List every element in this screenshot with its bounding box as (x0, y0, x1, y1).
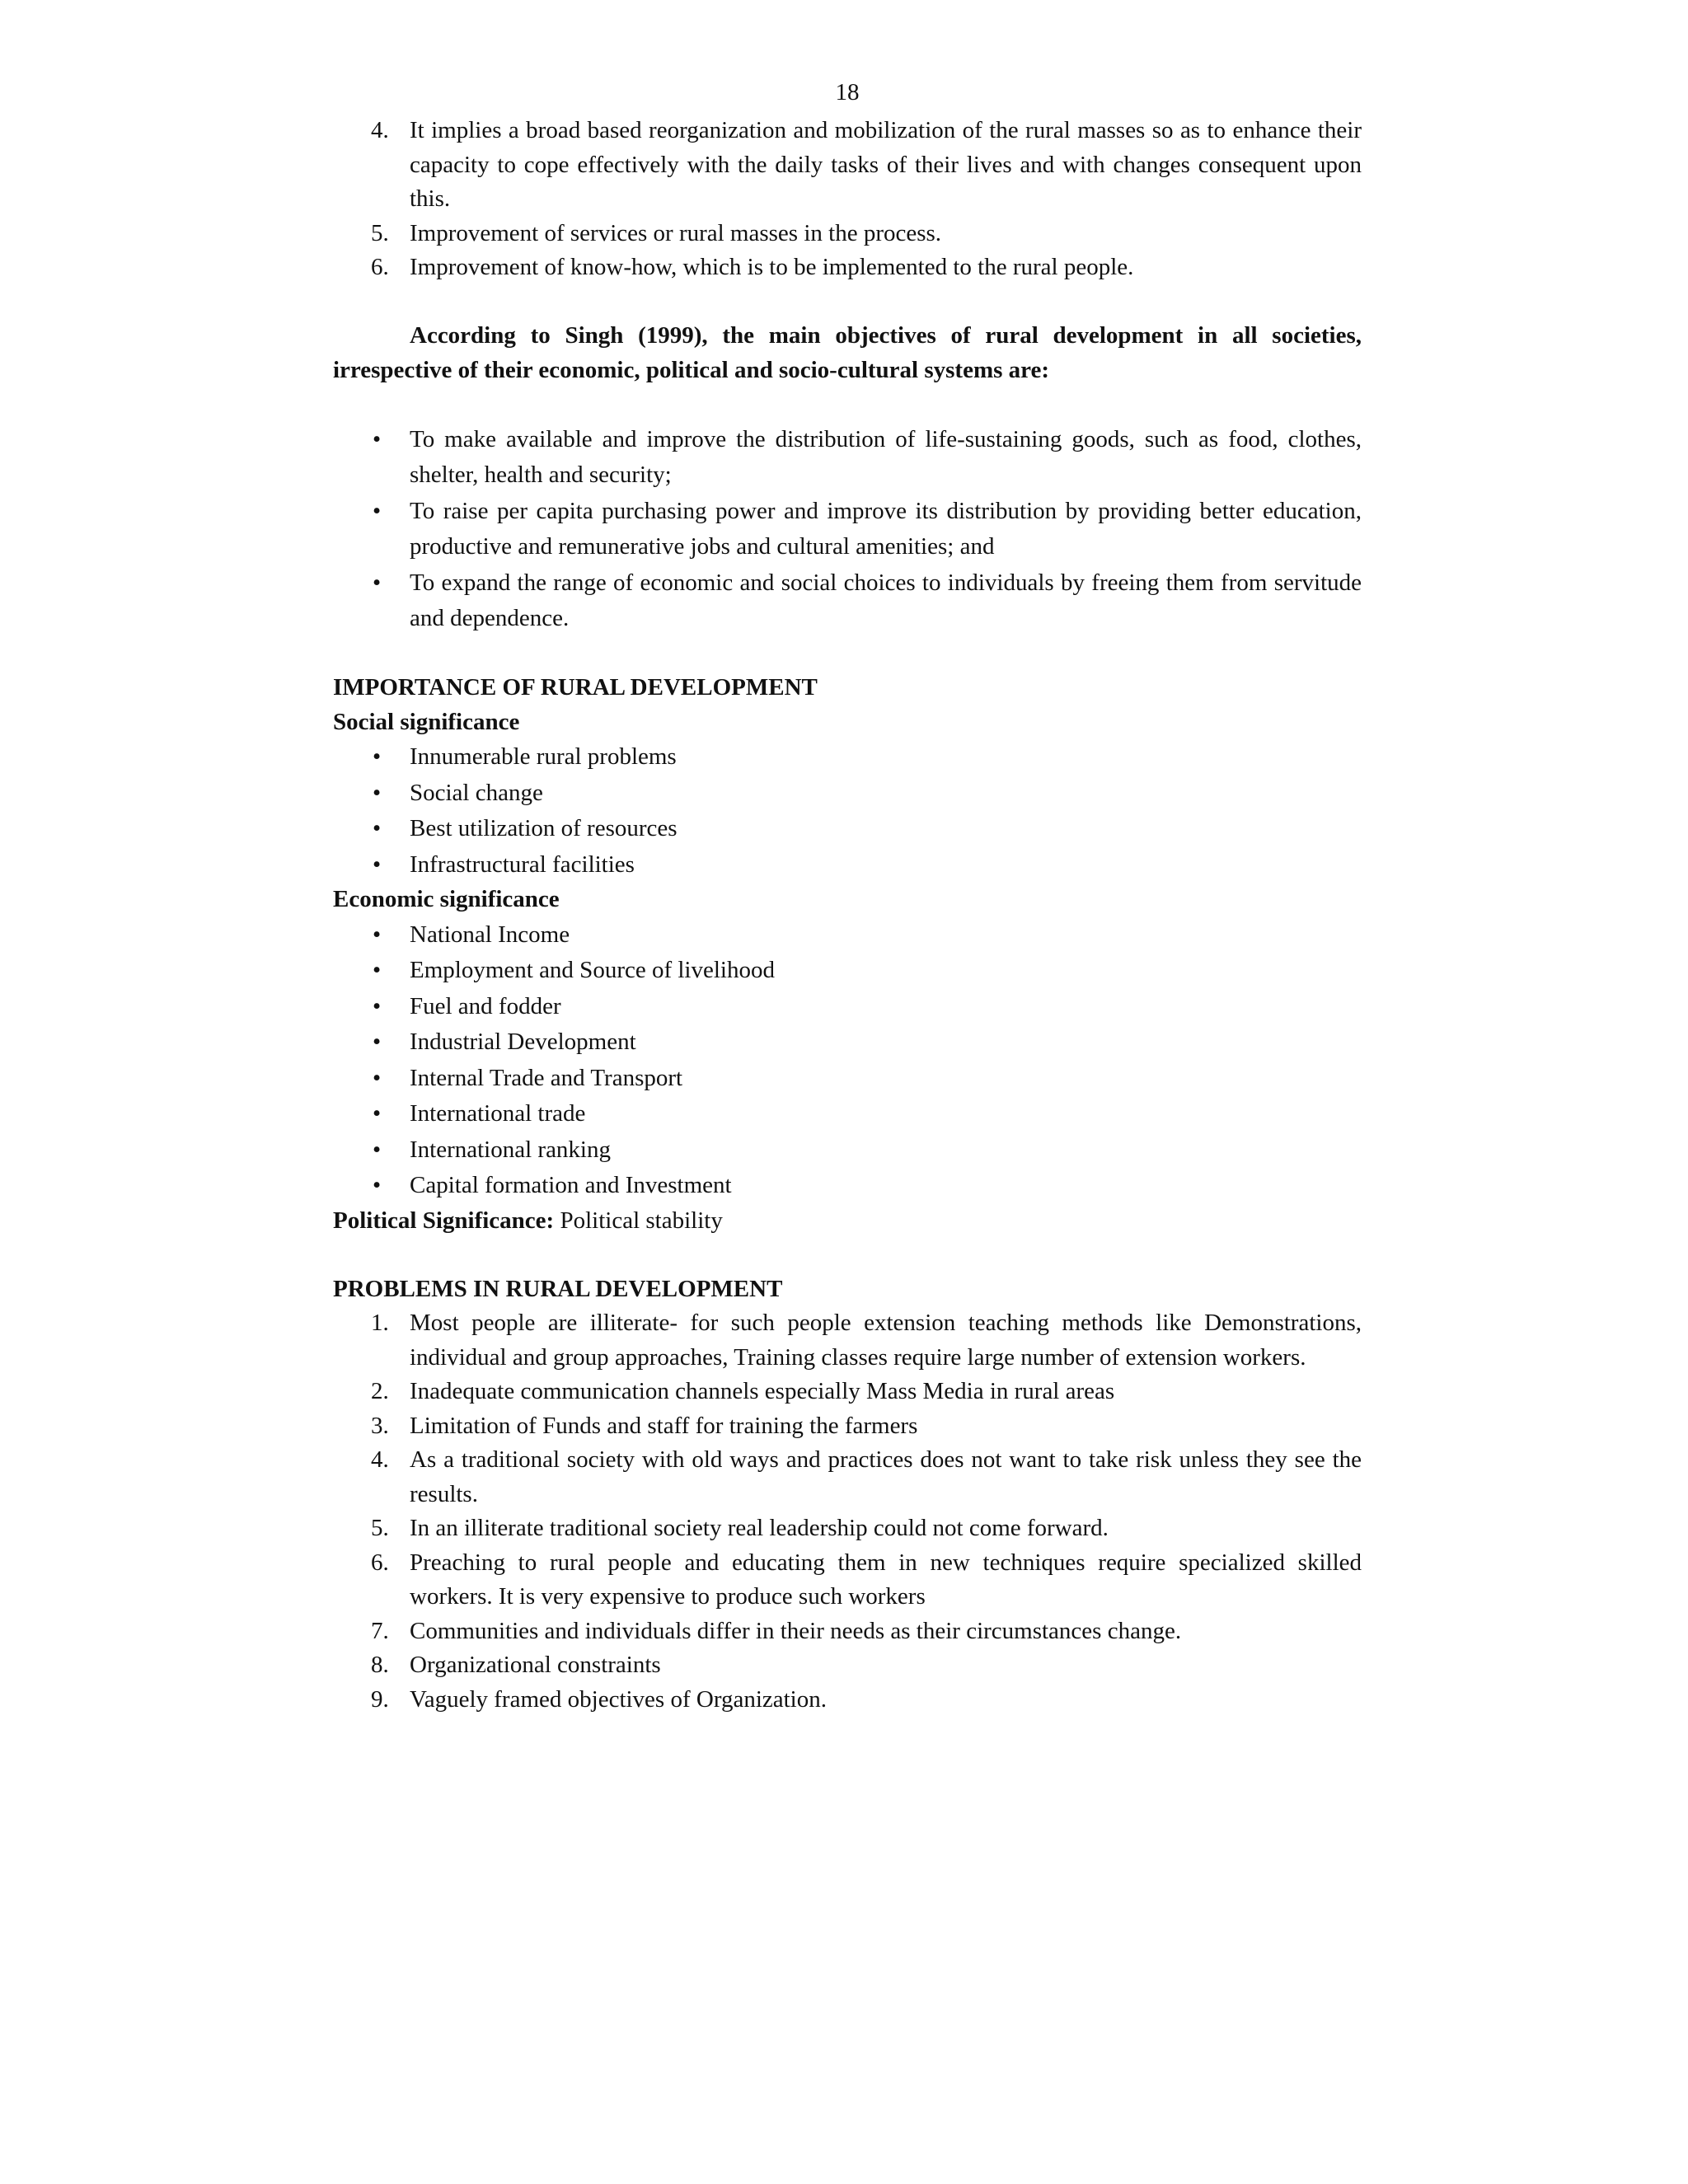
list-item-text: Vaguely framed objectives of Organization. (410, 1685, 827, 1713)
political-significance-label: Political Significance: (333, 1207, 555, 1234)
list-item-text: As a traditional society with old ways and practices does not want to take risk unless they see the results. (410, 1446, 1362, 1507)
list-item-text: To make available and improve the distribution of life-sustaining goods, such as food, clothes, shelter, health and security; (410, 425, 1362, 488)
list-item-text: Improvement of services or rural masses in the process. (410, 219, 942, 246)
list-number: 4. (371, 117, 389, 143)
bullet-icon: • (373, 815, 382, 841)
bullet-icon: • (373, 497, 382, 524)
list-item-text: Most people are illiterate- for such people extension teaching methods like Demonstrations, individual and group approaches, Training classes require large number of extension workers. (410, 1310, 1362, 1371)
social-significance-list (333, 739, 1362, 883)
political-significance (333, 1204, 1362, 1239)
list-item-text: Internal Trade and Transport (410, 1064, 683, 1091)
list-number: 6. (371, 1549, 389, 1576)
list-item (333, 1096, 1362, 1132)
bullet-icon: • (373, 1100, 382, 1127)
list-item (333, 776, 1362, 812)
bullet-icon: • (373, 425, 382, 452)
list-number: 6. (371, 254, 389, 280)
list-item (333, 1615, 1362, 1649)
list-item-text: Limitation of Funds and staff for training the farmers (410, 1412, 918, 1439)
bullet-icon: • (373, 992, 382, 1019)
list-item (333, 1375, 1362, 1409)
bullet-icon: • (373, 851, 382, 878)
bullet-icon: • (373, 743, 382, 770)
list-item (333, 114, 1362, 217)
list-number: 4. (371, 1446, 389, 1473)
list-item (333, 251, 1362, 285)
list-number: 2. (371, 1378, 389, 1404)
list-item (333, 1409, 1362, 1444)
bullet-icon: • (373, 779, 382, 806)
list-item (333, 217, 1362, 251)
list-item-text: To expand the range of economic and social choices to individuals by freeing them from servitude and dependence. (410, 569, 1362, 631)
list-item (333, 1168, 1362, 1204)
list-item-text: Industrial Development (410, 1029, 636, 1055)
spacer (333, 387, 1362, 422)
list-item (333, 917, 1362, 954)
list-item-text: Employment and Source of livelihood (410, 957, 775, 983)
bullet-icon: • (373, 921, 382, 948)
list-item (333, 1511, 1362, 1546)
list-number: 8. (371, 1652, 389, 1678)
list-number: 5. (371, 1515, 389, 1541)
list-number: 9. (371, 1685, 389, 1713)
list-number: 5. (371, 219, 389, 246)
social-significance-title: Social significance (333, 708, 520, 735)
list-item (333, 1306, 1362, 1375)
list-item (333, 1024, 1362, 1061)
bullet-icon: • (373, 957, 382, 983)
spacer (333, 637, 1362, 672)
intro-numbered-list (333, 114, 1362, 285)
economic-significance-list (333, 917, 1362, 1204)
list-number: 1. (371, 1310, 389, 1336)
list-item (333, 1648, 1362, 1683)
list-item-text: International ranking (410, 1136, 611, 1163)
list-item-text: Organizational constraints (410, 1652, 661, 1678)
bullet-icon: • (373, 1172, 382, 1198)
list-item-text: Improvement of know-how, which is to be implemented to the rural people. (410, 254, 1134, 280)
page-number: 18 (835, 79, 860, 105)
list-item-text: To raise per capita purchasing power and improve its distribution by providing better education, productive and remunerative jobs and cultural amenities; and (410, 497, 1362, 560)
list-item (333, 811, 1362, 847)
list-item-text: Innumerable rural problems (410, 743, 677, 770)
singh-objectives-paragraph: According to Singh (1999), the main objectives of rural development in all societies, irrespective of their economic, political and socio-cultural systems are: (333, 322, 1362, 383)
document-page (333, 73, 1362, 1717)
list-item (333, 739, 1362, 776)
list-item (333, 1546, 1362, 1615)
list-item (333, 1683, 1362, 1718)
bullet-icon: • (373, 1029, 382, 1055)
list-item-text: International trade (410, 1100, 586, 1127)
list-item-text: Communities and individuals differ in their needs as their circumstances change. (410, 1617, 1182, 1644)
list-item (333, 1061, 1362, 1097)
list-item-text: Social change (410, 779, 543, 806)
bullet-icon: • (373, 569, 382, 596)
problems-heading: PROBLEMS IN RURAL DEVELOPMENT (333, 1275, 783, 1302)
bullet-icon: • (373, 1064, 382, 1091)
list-item (333, 847, 1362, 883)
importance-heading: IMPORTANCE OF RURAL DEVELOPMENT (333, 674, 818, 701)
list-item-text: Fuel and fodder (410, 992, 561, 1019)
list-item (333, 1132, 1362, 1169)
objectives-bullet-list (333, 422, 1362, 637)
list-item (333, 1443, 1362, 1511)
list-item-text: It implies a broad based reorganization and mobilization of the rural masses so as to enhance their capacity to cope effectively with the daily tasks of their lives and with changes consequent upon this. (410, 117, 1362, 212)
list-item-text: Best utilization of resources (410, 815, 678, 841)
list-item-text: Inadequate communication channels especially Mass Media in rural areas (410, 1378, 1115, 1404)
list-item (333, 953, 1362, 989)
political-significance-text: Political stability (554, 1207, 723, 1234)
list-item-text: Infrastructural facilities (410, 851, 635, 878)
list-number: 3. (371, 1412, 389, 1439)
list-item-text: Preaching to rural people and educating them in new techniques require specialized skilled workers. It is very expensive to produce such workers (410, 1549, 1362, 1610)
list-item (333, 494, 1362, 565)
bullet-icon: • (373, 1136, 382, 1163)
list-item-text: Capital formation and Investment (410, 1172, 732, 1198)
list-item (333, 565, 1362, 637)
list-item (333, 989, 1362, 1025)
list-item-text: In an illiterate traditional society real leadership could not come forward. (410, 1515, 1109, 1541)
list-number: 7. (371, 1617, 389, 1644)
list-item (333, 422, 1362, 494)
problems-numbered-list (333, 1306, 1362, 1717)
economic-significance-title: Economic significance (333, 886, 560, 912)
spacer (333, 1238, 1362, 1272)
list-item-text: National Income (410, 921, 570, 948)
